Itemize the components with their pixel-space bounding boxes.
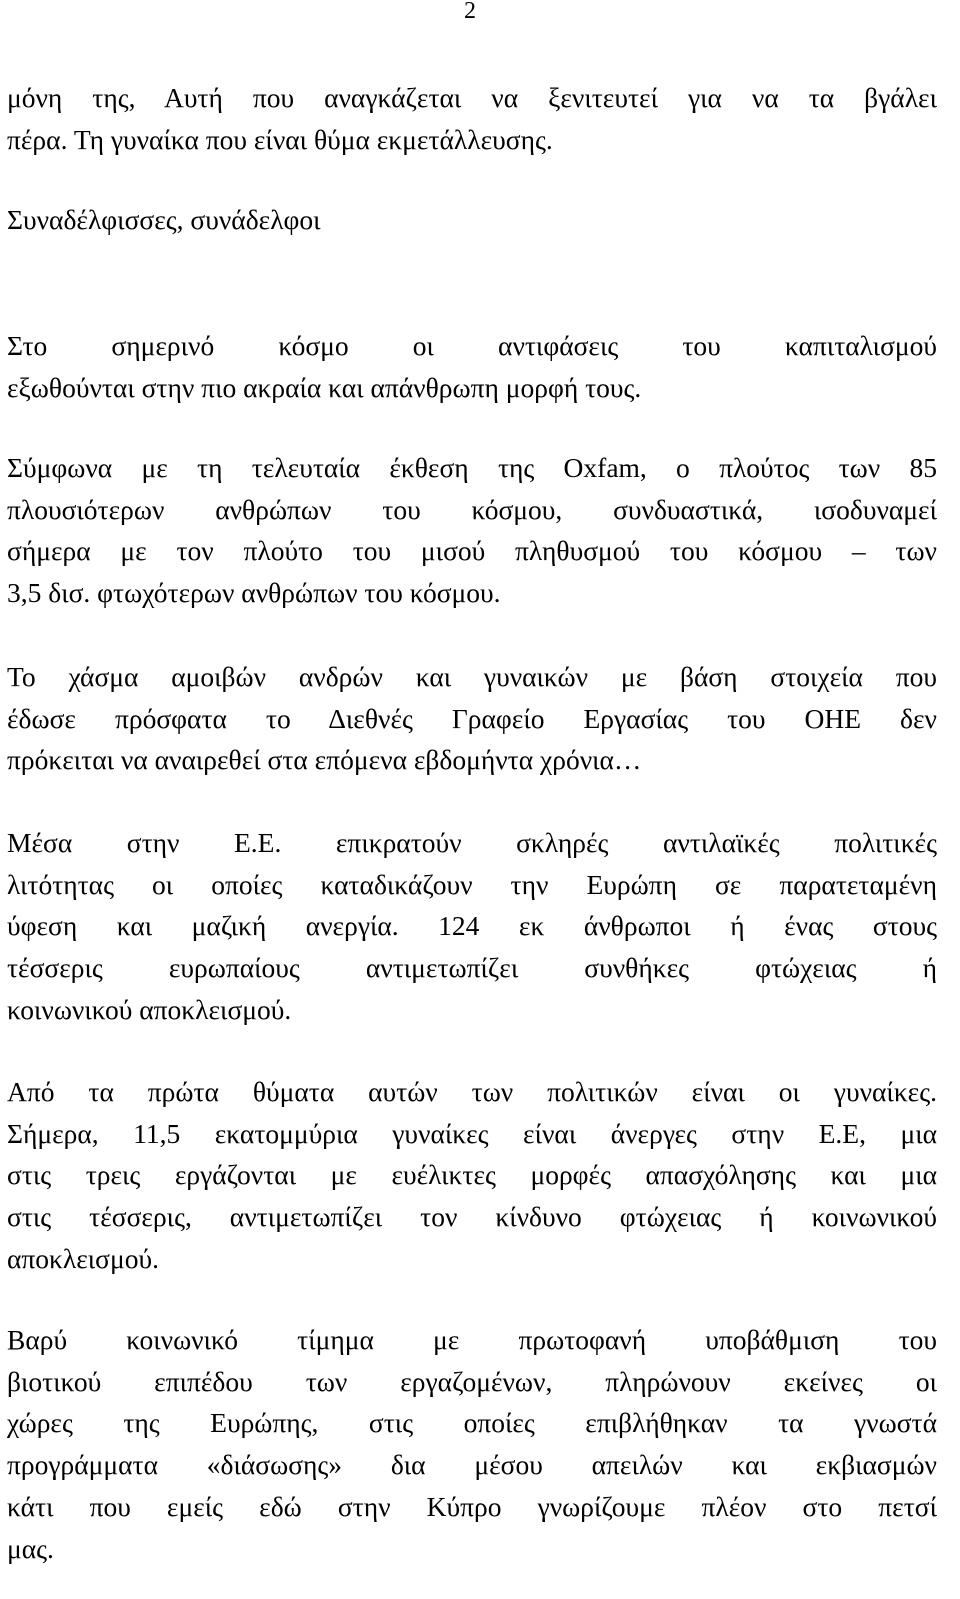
text-line: κοινωνικού αποκλεισμού. — [7, 993, 292, 1025]
text-line: προγράμματα «διάσωσης» δια μέσου απειλών και εκβιασμών — [7, 1449, 937, 1481]
paragraph-3 — [7, 325, 937, 408]
paragraph-4 — [7, 447, 937, 614]
text-line: στις τρεις εργάζονται με ευέλικτες μορφές απασχόλησης και μια — [7, 1159, 937, 1191]
text-line: πέρα. Τη γυναίκα που είναι θύμα εκμετάλλευσης. — [7, 123, 553, 155]
text-line: έδωσε πρόσφατα το Διεθνές Γραφείο Εργασίας του ΟΗΕ δεν — [7, 702, 937, 734]
text-line: πρόκειται να αναιρεθεί στα επόμενα εβδομήντα χρόνια… — [7, 744, 642, 776]
paragraph-2 — [7, 199, 937, 241]
text-line: σήμερα με τον πλούτο του μισού πληθυσμού του κόσμου – των — [7, 535, 937, 567]
paragraph-5 — [7, 656, 937, 781]
text-line: Το χάσμα αμοιβών ανδρών και γυναικών με βάση στοιχεία που — [7, 661, 937, 692]
text-line: τέσσερις ευρωπαίους αντιμετωπίζει συνθήκες φτώχειας ή — [7, 952, 937, 984]
paragraph-8 — [7, 1319, 937, 1569]
text-line: ύφεση και μαζική ανεργία. 124 εκ άνθρωποι ή ένας στους — [7, 910, 937, 942]
text-line: Σήμερα, 11,5 εκατομμύρια γυναίκες είναι άνεργες στην Ε.Ε, μια — [7, 1117, 937, 1149]
text-line: βιοτικού επιπέδου των εργαζομένων, πληρώνουν εκείνες οι — [7, 1365, 937, 1397]
text-line: μας. — [7, 1532, 54, 1564]
text-line: λιτότητας οι οποίες καταδικάζουν την Ευρώπη σε παρατεταμένη — [7, 868, 937, 900]
paragraph-7 — [7, 1071, 937, 1280]
paragraph-6 — [7, 822, 937, 1031]
text-line: αποκλεισμού. — [7, 1242, 159, 1274]
page-number: 2 — [464, 0, 476, 24]
text-line: πλουσιότερων ανθρώπων του κόσμου, συνδυαστικά, ισοδυναμεί — [7, 493, 937, 525]
text-line: στις τέσσερις, αντιμετωπίζει τον κίνδυνο φτώχειας ή κοινωνικού — [7, 1201, 937, 1233]
text-line: κάτι που εμείς εδώ στην Κύπρο γνωρίζουμε πλέον στο πετσί — [7, 1490, 937, 1522]
text-line: Βαρύ κοινωνικό τίμημα με πρωτοφανή υποβάθμιση του — [7, 1324, 937, 1355]
text-line: Από τα πρώτα θύματα αυτών των πολιτικών είναι οι γυναίκες. — [7, 1076, 937, 1107]
text-line: χώρες της Ευρώπης, στις οποίες επιβλήθηκαν τα γνωστά — [7, 1407, 937, 1439]
text-line: Συναδέλφισσες, συνάδελφοι — [7, 204, 321, 235]
text-line: Μέσα στην Ε.Ε. επικρατούν σκληρές αντιλαϊκές πολιτικές — [7, 827, 937, 858]
text-line: Στο σημερινό κόσμο οι αντιφάσεις του καπιταλισμού — [7, 330, 937, 361]
text-line: μόνη της, Αυτή που αναγκάζεται να ξενιτευτεί για να τα βγάλει — [7, 82, 937, 113]
text-line: 3,5 δισ. φτωχότερων ανθρώπων του κόσμου. — [7, 577, 501, 609]
text-line: εξωθούνται στην πιο ακραία και απάνθρωπη μορφή τους. — [7, 371, 642, 403]
text-line: Σύμφωνα με τη τελευταία έκθεση της Oxfam, ο πλούτος των 85 — [7, 452, 937, 483]
paragraph-1 — [7, 77, 937, 160]
